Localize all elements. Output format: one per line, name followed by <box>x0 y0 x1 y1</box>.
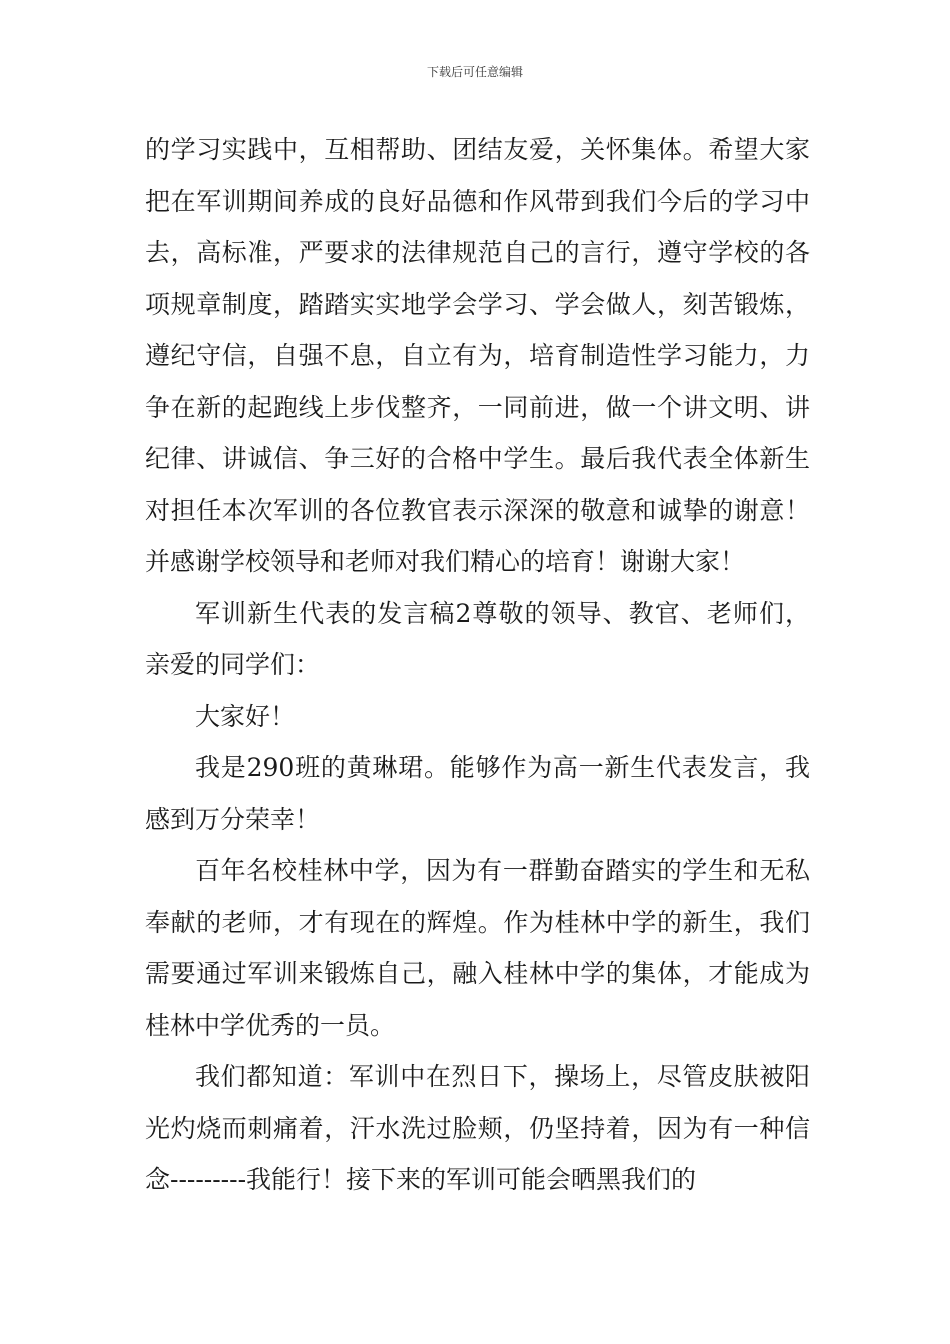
paragraph-continuation: 的学习实践中，互相帮助、团结友爱，关怀集体。希望大家把在军训期间养成的良好品德和作风带到我们今后的学习中去，高标准，严要求的法律规范自己的言行，遵守学校的各项规章制度，踏踏实实地学会学习、学会做人，刻苦锻炼，遵纪守信，自强不息，自立有为，培育制造性学习能力，力争在新的起跑线上步伐整齐，一同前进，做一个讲文明、讲纪律、讲诚信、争三好的合格中学生。最后我代表全体新生对担任本次军训的各位教官表示深深的敬意和诚挚的谢意！并感谢学校领导和老师对我们精心的培育！谢谢大家！ <box>145 135 810 576</box>
document-body <box>145 124 810 1206</box>
page-header-note: 下载后可任意编辑 <box>426 65 523 79</box>
paragraph-training-belief: 我们都知道：军训中在烈日下，操场上，尽管皮肤被阳光灼烧而刺痛着，汗水洗过脸颊，仍坚持着，因为有一种信念---------我能行！接下来的军训可能会晒黑我们的 <box>145 1062 810 1194</box>
paragraph-self-introduction: 我是290班的黄琳珺。能够作为高一新生代表发言，我感到万分荣幸！ <box>145 753 810 834</box>
paragraph-greeting: 大家好！ <box>195 701 296 731</box>
paragraph-speech-title: 军训新生代表的发言稿2尊敬的领导、教官、老师们，亲爱的同学们： <box>145 598 810 679</box>
paragraph-school-intro: 百年名校桂林中学，因为有一群勤奋踏实的学生和无私奉献的老师，才有现在的辉煌。作为桂林中学的新生，我们需要通过军训来锻炼自己，融入桂林中学的集体，才能成为桂林中学优秀的一员。 <box>145 856 810 1040</box>
